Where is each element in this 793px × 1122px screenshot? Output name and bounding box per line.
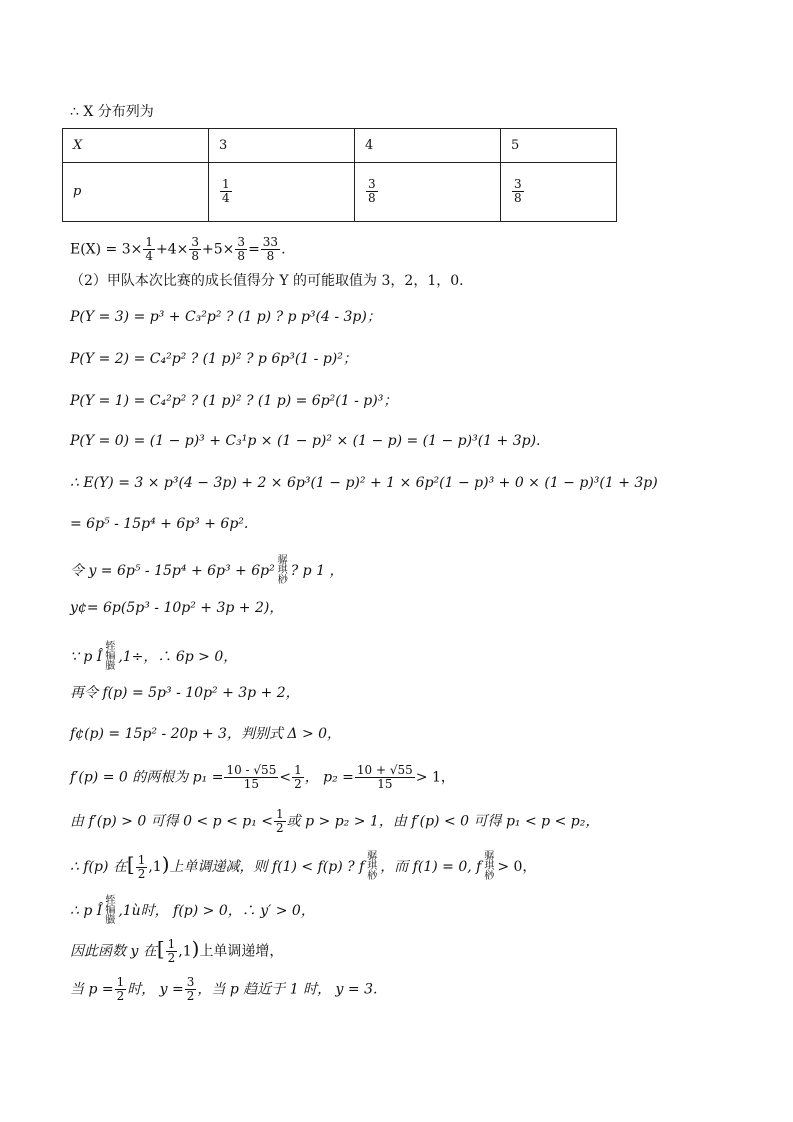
fraction: $\frac{1}{2}$ (116, 975, 125, 1003)
intro-line: ∴ X 分布列为 (70, 104, 154, 120)
f-definition: 再令 f(p) = 5p³ - 10p² + 3p + 2， (70, 685, 300, 701)
garbled-bracket-glyph: 骣 琪 桫 (484, 851, 495, 882)
sign-line: 由 f′(p) > 0 可得 0 < p < p₁ < $\frac{1}{2}$ 或 p > p₂ > 1，由 f′(p) < 0 可得 p₁ < p < p₂， (70, 807, 600, 835)
table-cell: 4 (355, 129, 501, 163)
garbled-bracket-glyph: 骣 琪 桫 (367, 851, 378, 882)
distribution-table (62, 128, 617, 222)
fraction: $\frac{3}{8}$ (191, 235, 200, 263)
fraction: $\frac{3}{2}$ (186, 975, 195, 1003)
fraction: $\frac{1}{2}$ (294, 763, 302, 791)
expectation-y-simplified: = 6p⁵ - 15p⁴ + 6p³ + 6p². (70, 516, 249, 532)
monotonic-decrease-line: ∴ f(p) 在[ $\frac{1}{2}$ ,1)上单调递减，则 f(1) < f(p) ? f骣 琪 桫，而 f(1) = 0, f骣 琪 桫> 0， (70, 851, 537, 882)
condition-line-1: ∵ p Î轾 犏 臌,1÷，∴ 6p > 0， (70, 641, 238, 672)
fraction: $\frac{1}{2}$ (137, 852, 146, 881)
condition-line-2: ∴ p Î轾 犏 臌,1ù时， f(p) > 0，∴ y′ > 0， (70, 895, 315, 926)
part2-line: （2）甲队本次比赛的成长值得分 Y 的可能取值为 3，2，1，0. (70, 273, 464, 289)
derivative-y: y¢= 6p(5p³ - 10p² + 3p + 2)， (70, 600, 284, 616)
fraction: $\frac{3}{8}$ (237, 235, 246, 263)
fraction: $\frac{1}{2}$ (276, 807, 284, 835)
prob-y0: P(Y = 0) = (1 − p)³ + C₃¹p × (1 − p)² × (1 − p) = (1 − p)³(1 + 3p). (70, 433, 541, 449)
expectation-y: ∴ E(Y) = 3 × p³(4 − 3p) + 2 × 6p³(1 − p)² + 1 × 6p²(1 − p)³ + 0 × (1 − p)³(1 + 3p) (70, 475, 658, 491)
roots-line: f′(p) = 0 的两根为 p₁ = $\frac{10 - √55}{15}$ < $\frac{1}{2}$ ， p₂ = $\frac{10 + √55}{15}$ > 1， (70, 763, 455, 791)
table-cell: X (63, 129, 209, 163)
table-cell (209, 162, 355, 221)
table-cell (355, 162, 501, 221)
fraction: $\frac{1}{4}$ (145, 235, 154, 263)
final-line: 当 p = $\frac{1}{2}$ 时， y = $\frac{3}{2}$ ，当 p 趋近于 1 时， y = 3. (70, 975, 378, 1003)
table-row (63, 162, 617, 221)
table-row (63, 129, 617, 163)
table-cell: p (63, 162, 209, 221)
prob-y2: P(Y = 2) = C₄²p² ? (1 p)² ? p 6p³(1 - p)²； (70, 351, 357, 367)
fraction: $\frac{10 - √55}{15}$ (226, 763, 277, 791)
garbled-bracket-glyph: 骣 琪 桫 (277, 555, 288, 586)
monotonic-increase-line: 因此函数 y 在[ $\frac{1}{2}$ ,1)上单调递增， (70, 936, 284, 965)
expectation-x: E(X) = 3× $\frac{1}{4}$ +4× $\frac{3}{8}$ +5× $\frac{3}{8}$ = $\frac{33}{8}$ . (70, 235, 286, 263)
garbled-bracket-glyph: 轾 犏 臌 (105, 641, 116, 672)
fraction: $\frac{10 + √55}{15}$ (356, 763, 413, 791)
fraction: $\frac{1}{2}$ (167, 937, 176, 965)
table-cell: 3 (209, 129, 355, 163)
garbled-bracket-glyph: 轾 犏 臌 (105, 895, 116, 926)
prob-y1: P(Y = 1) = C₄²p² ? (1 p)² ? (1 p) = 6p²(1 - p)³； (70, 393, 398, 409)
let-y-line: 令 y = 6p⁵ - 15p⁴ + 6p³ + 6p²骣 琪 桫? p 1 ， (70, 555, 344, 586)
fraction: $\frac{3}{8}$ (514, 177, 522, 206)
f-derivative: f¢(p) = 15p² - 20p + 3，判别式 Δ > 0， (70, 726, 342, 742)
table-cell: 5 (501, 129, 617, 163)
table-cell (501, 162, 617, 221)
fraction: $\frac{1}{4}$ (222, 177, 230, 206)
fraction: $\frac{3}{8}$ (368, 177, 376, 206)
fraction: $\frac{33}{8}$ (262, 235, 279, 263)
prob-y3: P(Y = 3) = p³ + C₃²p² ? (1 p) ? p p³(4 - 3p)； (70, 309, 381, 325)
